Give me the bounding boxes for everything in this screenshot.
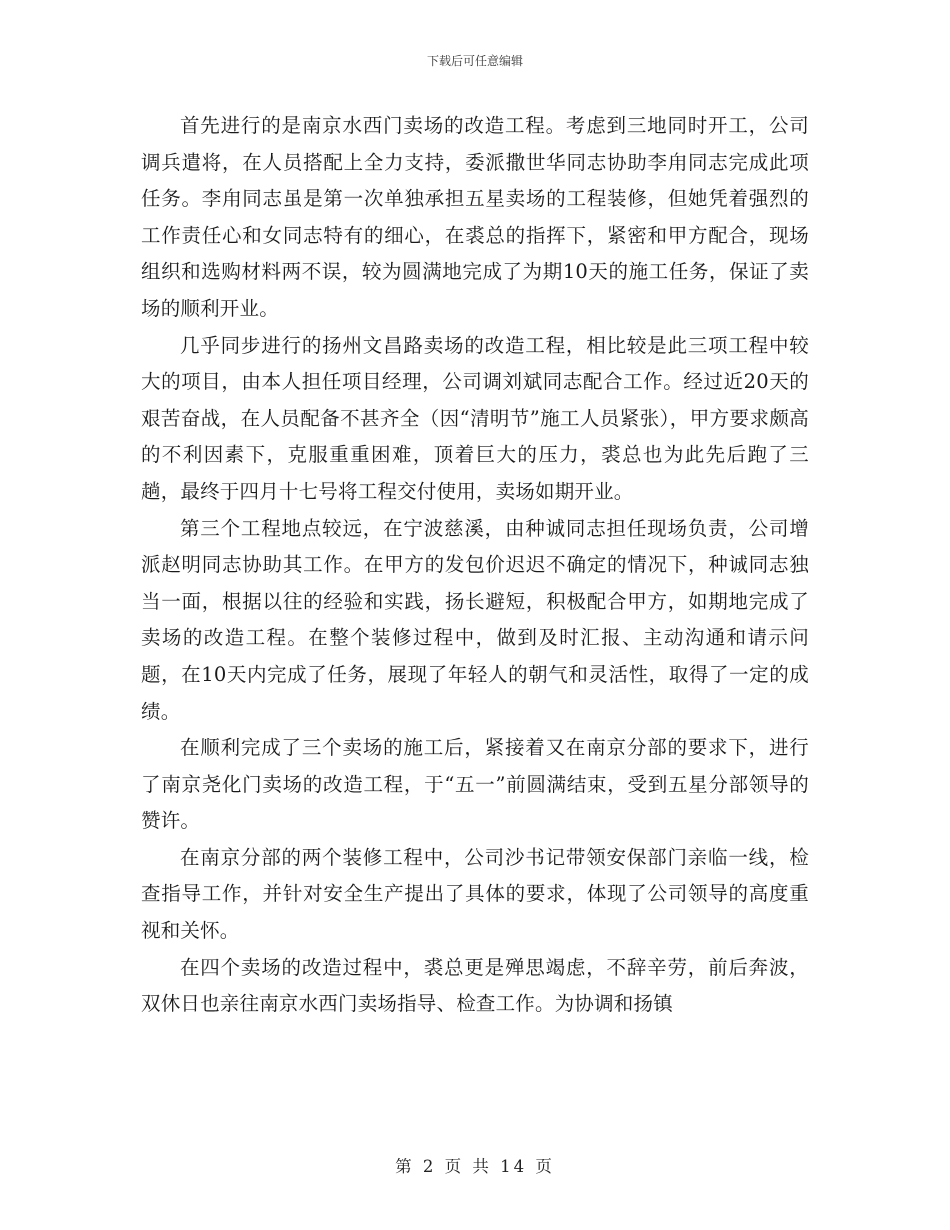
document-body [141,108,809,1023]
page-number-footer: 第 2 页 共 14 页 [395,1157,555,1176]
paragraph-3: 第三个工程地点较远，在宁波慈溪，由种诚同志担任现场负责，公司增派赵明同志协助其工作。在甲方的发包价迟迟不确定的情况下，种诚同志独当一面，根据以往的经验和实践，扬长避短，积极配合甲方，如期地完成了卖场的改造工程。在整个装修过程中，做到及时汇报、主动沟通和请示问题，在10天内完成了任务，展现了年轻人的朝气和灵活性，取得了一定的成绩。 [141,516,809,723]
paragraph-1: 首先进行的是南京水西门卖场的改造工程。考虑到三地同时开工，公司调兵遣将，在人员搭配上全力支持，委派撒世华同志协助李甪同志完成此项任务。李甪同志虽是第一次单独承担五星卖场的工程装修，但她凭着强烈的工作责任心和女同志特有的细心，在裘总的指挥下，紧密和甲方配合，现场组织和选购材料两不误，较为圆满地完成了为期10天的施工任务，保证了卖场的顺利开业。 [141,114,809,320]
paragraph-2: 几乎同步进行的扬州文昌路卖场的改造工程，相比较是此三项工程中较大的项目，由本人担任项目经理，公司调刘斌同志配合工作。经过近20天的艰苦奋战，在人员配备不甚齐全（因“清明节”施工人员紧张），甲方要求颇高的不利因素下，克服重重困难，顶着巨大的压力，裘总也为此先后跑了三趟，最终于四月十七号将工程交付使用，卖场如期开业。 [141,333,809,503]
paragraph-6: 在四个卖场的改造过程中，裘总更是殚思竭虑，不辞辛劳，前后奔波，双休日也亲往南京水西门卖场指导、检查工作。为协调和扬镇 [141,955,809,1016]
paragraph-5: 在南京分部的两个装修工程中，公司沙书记带领安保部门亲临一线，检查指导工作，并针对安全生产提出了具体的要求，体现了公司领导的高度重视和关怀。 [141,845,809,943]
page-header: 下载后可任意编辑 [426,54,523,68]
paragraph-4: 在顺利完成了三个卖场的施工后，紧接着又在南京分部的要求下，进行了南京尧化门卖场的改造工程，于“五一”前圆满结束，受到五星分部领导的赞许。 [141,736,809,833]
